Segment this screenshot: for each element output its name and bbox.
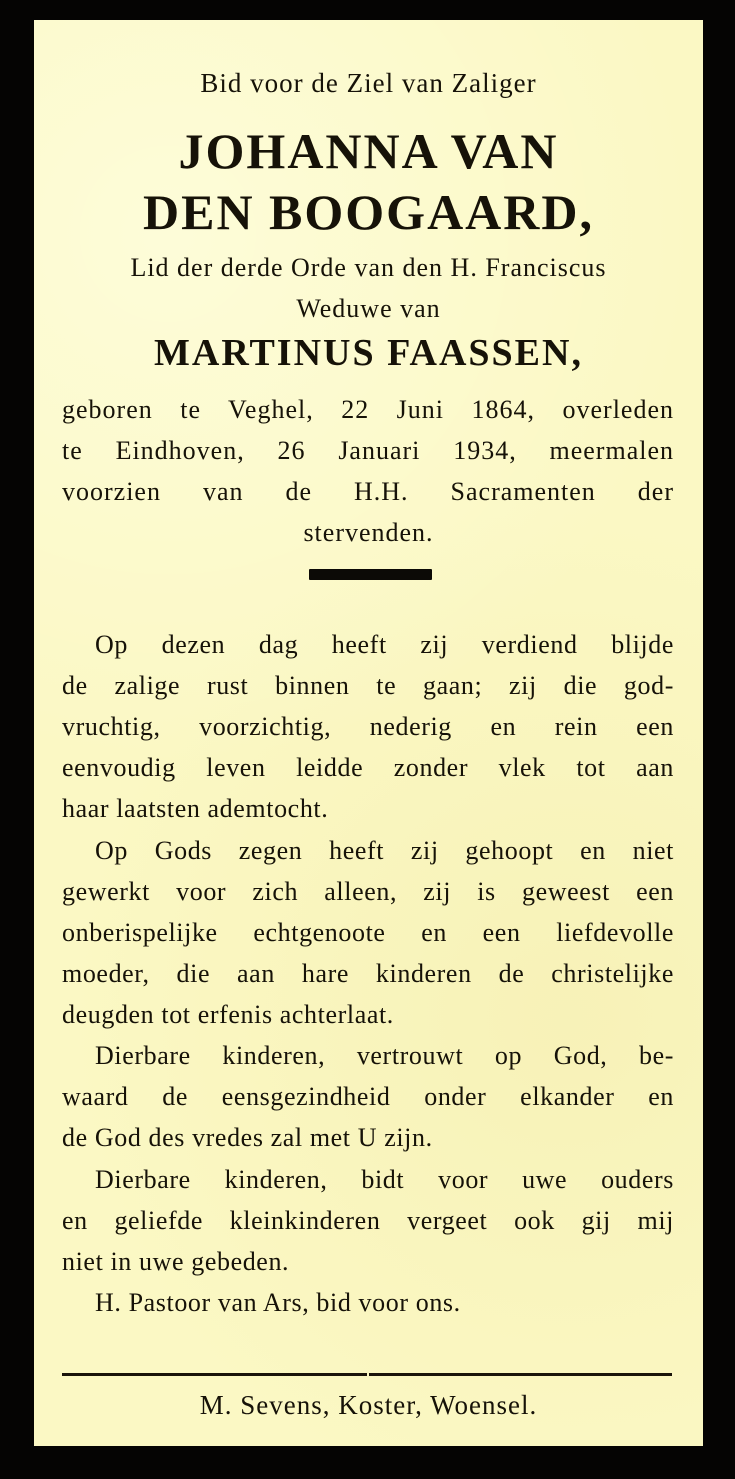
life-details-line: te Eindhoven, 26 Januari 1934, meermalen bbox=[62, 436, 674, 465]
deceased-name-line-2: DEN BOOGAARD, bbox=[142, 184, 595, 240]
memorial-card bbox=[34, 20, 703, 1446]
membership-line: Lid der derde Orde van den H. Franciscus bbox=[130, 253, 607, 282]
widow-of-line: Weduwe van bbox=[296, 294, 441, 323]
paragraph-1-line: vruchtig, voorzichtig, nederig en rein een bbox=[62, 712, 674, 741]
paragraph-2-line: moeder, die aan hare kinderen de christelijke bbox=[62, 959, 674, 988]
paragraph-4-line: niet in uwe gebeden. bbox=[62, 1247, 290, 1276]
paragraph-3-line: waard de eensgezindheid onder elkander en bbox=[62, 1082, 674, 1111]
paragraph-1-line: haar laatsten ademtocht. bbox=[62, 794, 329, 823]
life-details-last-line: stervenden. bbox=[303, 518, 434, 547]
paragraph-2-line: deugden tot erfenis achterlaat. bbox=[62, 1000, 394, 1029]
paragraph-4-line: Dierbare kinderen, bidt voor uwe ouders bbox=[95, 1165, 674, 1194]
life-details-line: voorzien van de H.H. Sacramenten der bbox=[62, 477, 674, 506]
paragraph-3-line: Dierbare kinderen, vertrouwt op God, be- bbox=[95, 1041, 674, 1070]
paragraph-3-line: de God des vredes zal met U zijn. bbox=[62, 1123, 433, 1152]
life-details-line: geboren te Veghel, 22 Juni 1864, overleden bbox=[62, 395, 674, 424]
paragraph-1-line: eenvoudig leven leidde zonder vlek tot aan bbox=[62, 753, 674, 782]
paragraph-1-line: Op dezen dag heeft zij verdiend blijde bbox=[95, 630, 674, 659]
footer-rule bbox=[62, 1373, 672, 1376]
paragraph-4-line: en geliefde kleinkinderen vergeet ook gij mij bbox=[62, 1206, 674, 1235]
closing-prayer-line: H. Pastoor van Ars, bid voor ons. bbox=[95, 1288, 461, 1317]
separator-bar bbox=[309, 569, 432, 580]
paragraph-2-line: Op Gods zegen heeft zij gehoopt en niet bbox=[95, 836, 674, 865]
paragraph-1-line: de zalige rust binnen te gaan; zij die god- bbox=[62, 671, 674, 700]
invocation-line: Bid voor de Ziel van Zaliger bbox=[200, 68, 537, 98]
paragraph-2-line: gewerkt voor zich alleen, zij is geweest een bbox=[62, 877, 674, 906]
spouse-name: MARTINUS FAASSEN, bbox=[154, 332, 583, 374]
printer-credit: M. Sevens, Koster, Woensel. bbox=[199, 1390, 538, 1420]
deceased-name-line-1: JOHANNA VAN bbox=[178, 123, 559, 179]
paragraph-2-line: onberispelijke echtgenoote en een liefdevolle bbox=[62, 918, 674, 947]
